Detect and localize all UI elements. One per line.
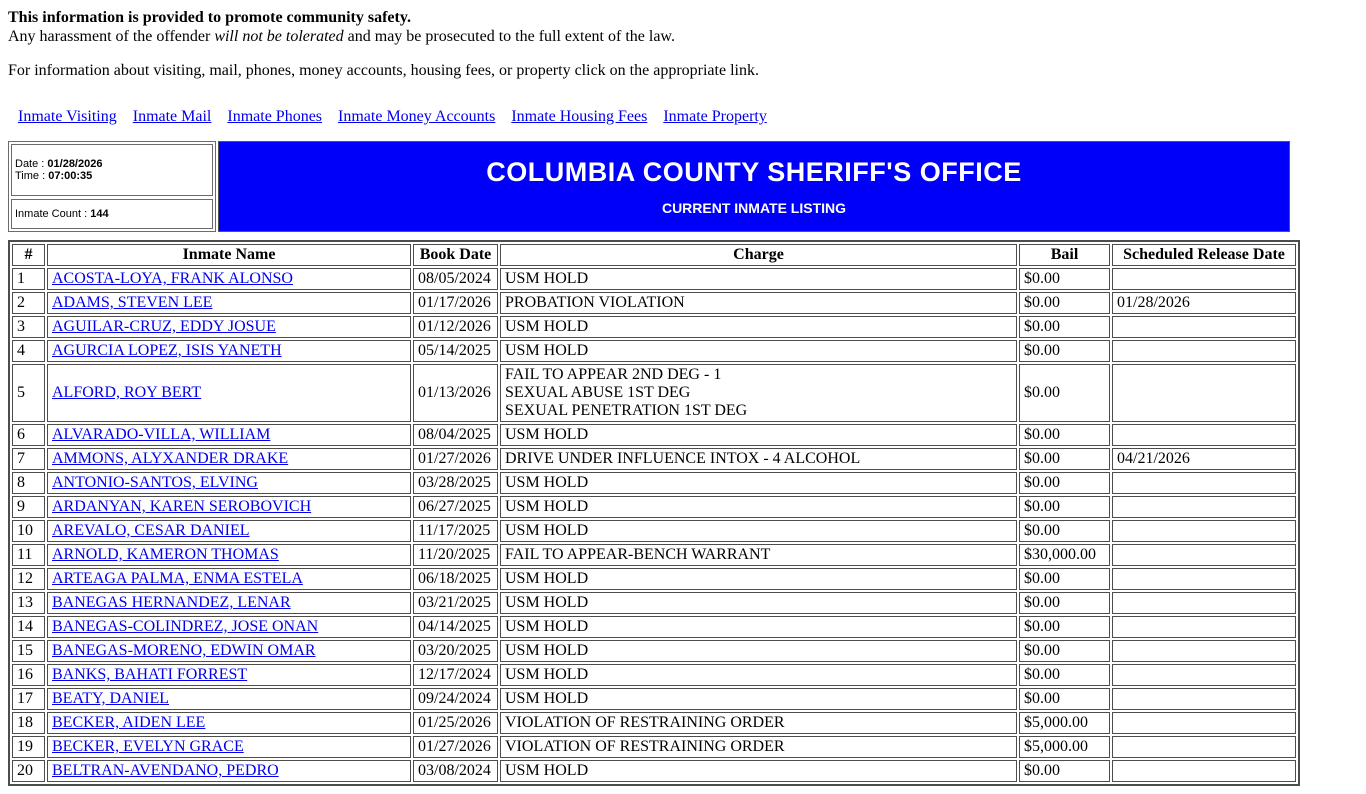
charge-line: DRIVE UNDER INFLUENCE INTOX - 4 ALCOHOL xyxy=(505,450,861,467)
book-date-cell: 11/17/2025 xyxy=(413,520,498,542)
date-line xyxy=(15,158,209,170)
bail-cell: $0.00 xyxy=(1019,292,1110,314)
row-number-cell: 10 xyxy=(12,520,45,542)
charge-line: SEXUAL PENETRATION 1ST DEG xyxy=(505,402,748,419)
inmate-links-nav xyxy=(18,108,1282,126)
charge-line: USM HOLD xyxy=(505,318,589,335)
charge-cell xyxy=(500,448,1017,470)
release-date-cell xyxy=(1112,592,1296,614)
inmate-name-cell xyxy=(47,640,411,662)
charge-line: USM HOLD xyxy=(505,762,589,779)
bail-cell: $0.00 xyxy=(1019,424,1110,446)
nav-link-inmate-property[interactable]: Inmate Property xyxy=(663,108,767,125)
book-date-cell: 06/27/2025 xyxy=(413,496,498,518)
charge-cell xyxy=(500,592,1017,614)
date-time-box xyxy=(11,144,213,196)
inmate-name-cell xyxy=(47,316,411,338)
table-row xyxy=(12,268,1296,290)
release-date-cell xyxy=(1112,712,1296,734)
charge-cell xyxy=(500,688,1017,710)
book-date-cell: 05/14/2025 xyxy=(413,340,498,362)
book-date-cell: 04/14/2025 xyxy=(413,616,498,638)
release-date-cell xyxy=(1112,688,1296,710)
charge-line: USM HOLD xyxy=(505,522,589,539)
charge-cell xyxy=(500,340,1017,362)
inmate-name-link[interactable]: BANKS, BAHATI FORREST xyxy=(52,666,248,683)
bail-cell: $0.00 xyxy=(1019,616,1110,638)
inmate-name-cell xyxy=(47,736,411,758)
book-date-cell: 01/12/2026 xyxy=(413,316,498,338)
inmate-name-link[interactable]: BECKER, EVELYN GRACE xyxy=(52,738,244,755)
inmate-name-cell xyxy=(47,424,411,446)
inmate-name-link[interactable]: AMMONS, ALYXANDER DRAKE xyxy=(52,450,289,467)
inmate-name-cell xyxy=(47,448,411,470)
inmate-name-link[interactable]: AREVALO, CESAR DANIEL xyxy=(52,522,250,539)
bail-cell: $0.00 xyxy=(1019,268,1110,290)
bail-cell: $5,000.00 xyxy=(1019,736,1110,758)
table-header-row xyxy=(12,244,1296,266)
inmate-count-box xyxy=(11,199,213,229)
time-line xyxy=(15,170,209,182)
charge-cell xyxy=(500,520,1017,542)
charge-line: USM HOLD xyxy=(505,474,589,491)
table-row xyxy=(12,760,1296,782)
inmate-name-link[interactable]: ACOSTA-LOYA, FRANK ALONSO xyxy=(52,270,293,287)
charge-cell xyxy=(500,292,1017,314)
charge-line: USM HOLD xyxy=(505,642,589,659)
book-date-cell: 01/27/2026 xyxy=(413,736,498,758)
inmate-name-link[interactable]: AGUILAR-CRUZ, EDDY JOSUE xyxy=(52,318,276,335)
row-number-cell: 7 xyxy=(12,448,45,470)
charge-line: USM HOLD xyxy=(505,498,589,515)
row-number-cell: 13 xyxy=(12,592,45,614)
bail-cell: $0.00 xyxy=(1019,316,1110,338)
bail-cell: $30,000.00 xyxy=(1019,544,1110,566)
book-date-cell: 06/18/2025 xyxy=(413,568,498,590)
charge-line: USM HOLD xyxy=(505,666,589,683)
table-row xyxy=(12,448,1296,470)
release-date-cell xyxy=(1112,496,1296,518)
inmate-name-cell xyxy=(47,520,411,542)
book-date-cell: 08/05/2024 xyxy=(413,268,498,290)
info-column xyxy=(8,141,216,232)
nav-link-inmate-housing-fees[interactable]: Inmate Housing Fees xyxy=(511,108,648,125)
charge-line: USM HOLD xyxy=(505,618,589,635)
book-date-cell: 09/24/2024 xyxy=(413,688,498,710)
release-date-cell xyxy=(1112,760,1296,782)
inmate-name-cell xyxy=(47,664,411,686)
inmate-name-cell xyxy=(47,760,411,782)
charge-line: FAIL TO APPEAR-BENCH WARRANT xyxy=(505,546,771,563)
inmate-name-link[interactable]: ARTEAGA PALMA, ENMA ESTELA xyxy=(52,570,303,587)
charge-cell xyxy=(500,616,1017,638)
charge-line: VIOLATION OF RESTRAINING ORDER xyxy=(505,714,785,731)
row-number-cell: 4 xyxy=(12,340,45,362)
row-number-cell: 19 xyxy=(12,736,45,758)
table-row xyxy=(12,592,1296,614)
column-header: Book Date xyxy=(413,244,498,266)
header-band xyxy=(8,141,1290,232)
row-number-cell: 3 xyxy=(12,316,45,338)
charge-cell xyxy=(500,640,1017,662)
banner-title: COLUMBIA COUNTY SHERIFF'S OFFICE xyxy=(486,157,1022,187)
row-number-cell: 15 xyxy=(12,640,45,662)
inmate-name-link[interactable]: BANEGAS-COLINDREZ, JOSE ONAN xyxy=(52,618,319,635)
inmate-name-link[interactable]: AGURCIA LOPEZ, ISIS YANETH xyxy=(52,342,282,359)
count-value: 144 xyxy=(90,208,109,220)
bail-cell: $0.00 xyxy=(1019,364,1110,422)
inmate-name-cell xyxy=(47,688,411,710)
release-date-cell xyxy=(1112,316,1296,338)
release-date-cell: 04/21/2026 xyxy=(1112,448,1296,470)
row-number-cell: 16 xyxy=(12,664,45,686)
charge-line: USM HOLD xyxy=(505,270,589,287)
column-header: # xyxy=(12,244,45,266)
row-number-cell: 17 xyxy=(12,688,45,710)
table-row xyxy=(12,712,1296,734)
release-date-cell xyxy=(1112,472,1296,494)
row-number-cell: 14 xyxy=(12,616,45,638)
book-date-cell: 08/04/2025 xyxy=(413,424,498,446)
release-date-cell xyxy=(1112,520,1296,542)
column-header: Bail xyxy=(1019,244,1110,266)
nav-link-inmate-phones[interactable]: Inmate Phones xyxy=(227,108,323,125)
intro-line2-pre: Any harassment of the offender xyxy=(8,28,215,45)
time-value: 07:00:35 xyxy=(48,170,93,182)
book-date-cell: 03/21/2025 xyxy=(413,592,498,614)
charge-cell xyxy=(500,364,1017,422)
book-date-cell: 03/28/2025 xyxy=(413,472,498,494)
time-label: Time : xyxy=(15,170,49,182)
inmate-name-link[interactable]: ARNOLD, KAMERON THOMAS xyxy=(52,546,279,563)
table-row xyxy=(12,688,1296,710)
book-date-cell: 03/20/2025 xyxy=(413,640,498,662)
row-number-cell: 5 xyxy=(12,364,45,422)
row-number-cell: 18 xyxy=(12,712,45,734)
charge-line: USM HOLD xyxy=(505,426,589,443)
inmate-name-link[interactable]: BANEGAS HERNANDEZ, LENAR xyxy=(52,594,291,611)
book-date-cell: 01/13/2026 xyxy=(413,364,498,422)
inmate-name-cell xyxy=(47,268,411,290)
row-number-cell: 8 xyxy=(12,472,45,494)
release-date-cell xyxy=(1112,664,1296,686)
book-date-cell: 12/17/2024 xyxy=(413,664,498,686)
charge-cell xyxy=(500,544,1017,566)
intro-line2-italic: will not be tolerated xyxy=(214,28,344,45)
charge-line: FAIL TO APPEAR 2ND DEG - 1 xyxy=(505,366,722,383)
charge-cell xyxy=(500,316,1017,338)
row-number-cell: 1 xyxy=(12,268,45,290)
charge-line: USM HOLD xyxy=(505,594,589,611)
charge-line: USM HOLD xyxy=(505,342,589,359)
bail-cell: $0.00 xyxy=(1019,664,1110,686)
column-header: Scheduled Release Date xyxy=(1112,244,1296,266)
inmate-name-link[interactable]: BEATY, DANIEL xyxy=(52,690,170,707)
table-row xyxy=(12,496,1296,518)
inmate-name-cell xyxy=(47,568,411,590)
inmate-name-cell xyxy=(47,340,411,362)
charge-cell xyxy=(500,664,1017,686)
inmate-name-link[interactable]: ARDANYAN, KAREN SEROBOVICH xyxy=(52,498,312,515)
release-date-cell xyxy=(1112,568,1296,590)
nav-link-inmate-visiting[interactable]: Inmate Visiting xyxy=(18,108,117,125)
bail-cell: $0.00 xyxy=(1019,472,1110,494)
count-label: Inmate Count : xyxy=(15,208,91,220)
table-row xyxy=(12,544,1296,566)
inmate-name-cell xyxy=(47,616,411,638)
sheriff-office-banner xyxy=(218,141,1290,232)
bail-cell: $0.00 xyxy=(1019,640,1110,662)
inmate-name-link[interactable]: ADAMS, STEVEN LEE xyxy=(52,294,213,311)
count-line xyxy=(15,208,209,220)
row-number-cell: 12 xyxy=(12,568,45,590)
table-row xyxy=(12,736,1296,758)
table-row xyxy=(12,316,1296,338)
charge-line: USM HOLD xyxy=(505,690,589,707)
charge-cell xyxy=(500,496,1017,518)
table-row xyxy=(12,520,1296,542)
table-row xyxy=(12,568,1296,590)
charge-line: VIOLATION OF RESTRAINING ORDER xyxy=(505,738,785,755)
inmate-name-link[interactable]: ALFORD, ROY BERT xyxy=(52,384,202,401)
intro-line2-post: and may be prosecuted to the full extent of the law. xyxy=(343,28,675,45)
date-value: 01/28/2026 xyxy=(47,158,103,170)
charge-cell xyxy=(500,760,1017,782)
column-header: Charge xyxy=(500,244,1017,266)
intro-text xyxy=(8,8,1282,80)
bail-cell: $0.00 xyxy=(1019,520,1110,542)
row-number-cell: 9 xyxy=(12,496,45,518)
charge-line: USM HOLD xyxy=(505,570,589,587)
book-date-cell: 01/17/2026 xyxy=(413,292,498,314)
table-row xyxy=(12,616,1296,638)
intro-line3: For information about visiting, mail, phones, money accounts, housing fees, or property click on the appropriate link. xyxy=(8,62,759,79)
nav-link-inmate-money-accounts[interactable]: Inmate Money Accounts xyxy=(338,108,496,125)
inmate-listing-table xyxy=(8,240,1300,786)
charge-cell xyxy=(500,424,1017,446)
inmate-name-link[interactable]: BECKER, AIDEN LEE xyxy=(52,714,206,731)
inmate-name-cell xyxy=(47,592,411,614)
charge-cell xyxy=(500,568,1017,590)
table-row xyxy=(12,640,1296,662)
row-number-cell: 11 xyxy=(12,544,45,566)
inmate-name-cell xyxy=(47,472,411,494)
inmate-name-cell xyxy=(47,496,411,518)
bail-cell: $0.00 xyxy=(1019,568,1110,590)
bail-cell: $0.00 xyxy=(1019,496,1110,518)
charge-line: PROBATION VIOLATION xyxy=(505,294,685,311)
inmate-name-cell xyxy=(47,712,411,734)
bail-cell: $5,000.00 xyxy=(1019,712,1110,734)
inmate-name-cell xyxy=(47,292,411,314)
release-date-cell xyxy=(1112,268,1296,290)
table-row xyxy=(12,424,1296,446)
book-date-cell: 01/27/2026 xyxy=(413,448,498,470)
charge-cell xyxy=(500,712,1017,734)
book-date-cell: 01/25/2026 xyxy=(413,712,498,734)
bail-cell: $0.00 xyxy=(1019,592,1110,614)
table-row xyxy=(12,340,1296,362)
book-date-cell: 03/08/2024 xyxy=(413,760,498,782)
bail-cell: $0.00 xyxy=(1019,448,1110,470)
inmate-name-cell xyxy=(47,364,411,422)
inmate-name-cell xyxy=(47,544,411,566)
bail-cell: $0.00 xyxy=(1019,340,1110,362)
table-row xyxy=(12,292,1296,314)
column-header: Inmate Name xyxy=(47,244,411,266)
release-date-cell xyxy=(1112,616,1296,638)
inmate-name-link[interactable]: BELTRAN-AVENDANO, PEDRO xyxy=(52,762,279,779)
intro-line2 xyxy=(8,27,1282,46)
row-number-cell: 6 xyxy=(12,424,45,446)
intro-line1: This information is provided to promote community safety. xyxy=(8,9,411,26)
inmate-name-link[interactable]: ANTONIO-SANTOS, ELVING xyxy=(52,474,258,491)
table-row xyxy=(12,364,1296,422)
release-date-cell xyxy=(1112,424,1296,446)
table-row xyxy=(12,664,1296,686)
release-date-cell xyxy=(1112,544,1296,566)
charge-line: SEXUAL ABUSE 1ST DEG xyxy=(505,384,691,401)
bail-cell: $0.00 xyxy=(1019,760,1110,782)
inmate-name-link[interactable]: BANEGAS-MORENO, EDWIN OMAR xyxy=(52,642,316,659)
date-label: Date : xyxy=(15,158,48,170)
row-number-cell: 2 xyxy=(12,292,45,314)
release-date-cell: 01/28/2026 xyxy=(1112,292,1296,314)
release-date-cell xyxy=(1112,640,1296,662)
release-date-cell xyxy=(1112,340,1296,362)
book-date-cell: 11/20/2025 xyxy=(413,544,498,566)
release-date-cell xyxy=(1112,364,1296,422)
nav-link-inmate-mail[interactable]: Inmate Mail xyxy=(132,108,212,125)
banner-subtitle: CURRENT INMATE LISTING xyxy=(661,200,847,216)
bail-cell: $0.00 xyxy=(1019,688,1110,710)
inmate-name-link[interactable]: ALVARADO-VILLA, WILLIAM xyxy=(52,426,271,443)
table-row xyxy=(12,472,1296,494)
release-date-cell xyxy=(1112,736,1296,758)
row-number-cell: 20 xyxy=(12,760,45,782)
charge-cell xyxy=(500,736,1017,758)
charge-cell xyxy=(500,472,1017,494)
charge-cell xyxy=(500,268,1017,290)
inmate-table-body xyxy=(12,268,1296,782)
